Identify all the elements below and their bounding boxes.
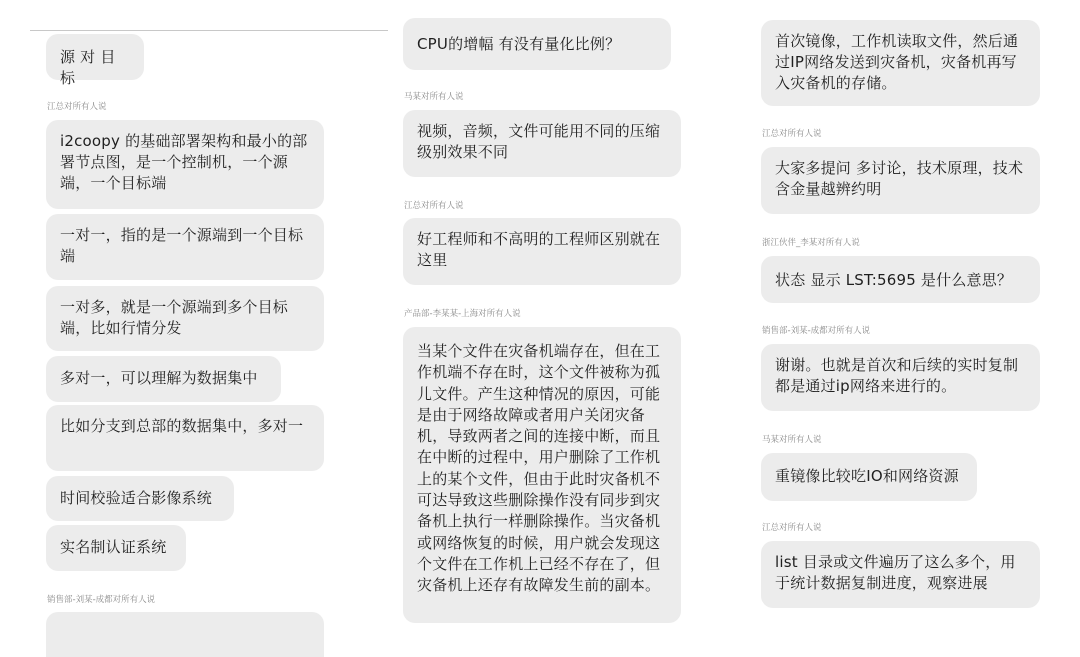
message-bubble[interactable]: i2coopy 的基础部署架构和最小的部署节点图，是一个控制机，一个源端，一个目标端 xyxy=(46,120,324,209)
sender-label: 浙江伙伴_李某对所有人说 xyxy=(762,238,860,248)
message-bubble[interactable]: 一对一，指的是一个源端到一个目标端 xyxy=(46,214,324,280)
message-bubble[interactable]: 状态 显示 LST:5695 是什么意思？ xyxy=(761,256,1040,303)
message-bubble[interactable]: 大家多提问 多讨论，技术原理，技术含金量越辨约明 xyxy=(761,147,1040,214)
message-bubble[interactable]: list 目录或文件遍历了这么多个，用于统计数据复制进度，观察进展 xyxy=(761,541,1040,608)
message-bubble[interactable]: 视频，音频，文件可能用不同的压缩级别效果不同 xyxy=(403,110,681,177)
message-bubble[interactable]: 源 对 目标 xyxy=(46,34,144,80)
message-bubble[interactable]: 时间校验适合影像系统 xyxy=(46,476,234,521)
message-bubble[interactable]: 重镜像比较吃IO和网络资源 xyxy=(761,453,977,501)
message-bubble[interactable]: CPU的增幅 有没有量化比例？ xyxy=(403,18,671,70)
message-bubble[interactable]: 实名制认证系统 xyxy=(46,525,186,571)
message-bubble[interactable]: 一对多，就是一个源端到多个目标端，比如行情分发 xyxy=(46,286,324,351)
message-bubble[interactable] xyxy=(46,612,324,657)
sender-label: 马某对所有人说 xyxy=(404,92,464,102)
message-bubble[interactable]: 首次镜像，工作机读取文件，然后通过IP网络发送到灾备机，灾备机再写入灾备机的存储。 xyxy=(761,20,1040,106)
message-bubble[interactable]: 比如分支到总部的数据集中，多对一 xyxy=(46,405,324,471)
sender-label: 江总对所有人说 xyxy=(762,523,822,533)
message-bubble[interactable]: 好工程师和不高明的工程师区别就在这里 xyxy=(403,218,681,285)
sender-label: 江总对所有人说 xyxy=(404,201,464,211)
sender-label: 产品部-李某某-上海对所有人说 xyxy=(404,309,521,319)
chat-column-2 xyxy=(390,0,720,657)
sender-label: 销售部-刘某-成都对所有人说 xyxy=(762,326,871,336)
sender-label: 销售部-刘某-成都对所有人说 xyxy=(47,595,156,605)
message-bubble[interactable]: 多对一，可以理解为数据集中 xyxy=(46,356,281,402)
chat-column-1 xyxy=(0,0,390,657)
sender-label: 马某对所有人说 xyxy=(762,435,822,445)
message-bubble[interactable]: 谢谢。也就是首次和后续的实时复制都是通过ip网络来进行的。 xyxy=(761,344,1040,411)
divider xyxy=(30,30,388,31)
message-bubble[interactable]: 当某个文件在灾备机端存在，但在工作机端不存在时，这个文件被称为孤儿文件。产生这种情况的原因，可能是由于网络故障或者用户关闭灾备机，导致两者之间的连接中断，而且在中断的过程中，用户删除了工作机上的某个文件，但由于此时灾备机不可达导致这些删除操作没有同步到灾备机上执行一样删除操作。当灾备机或网络恢复的时候，用户就会发现这个文件在工作机上已经不存在了，但灾备机上还存有故障发生前的副本。 xyxy=(403,327,681,623)
sender-label: 江总对所有人说 xyxy=(47,102,107,112)
chat-column-3 xyxy=(720,0,1080,657)
sender-label: 江总对所有人说 xyxy=(762,129,822,139)
